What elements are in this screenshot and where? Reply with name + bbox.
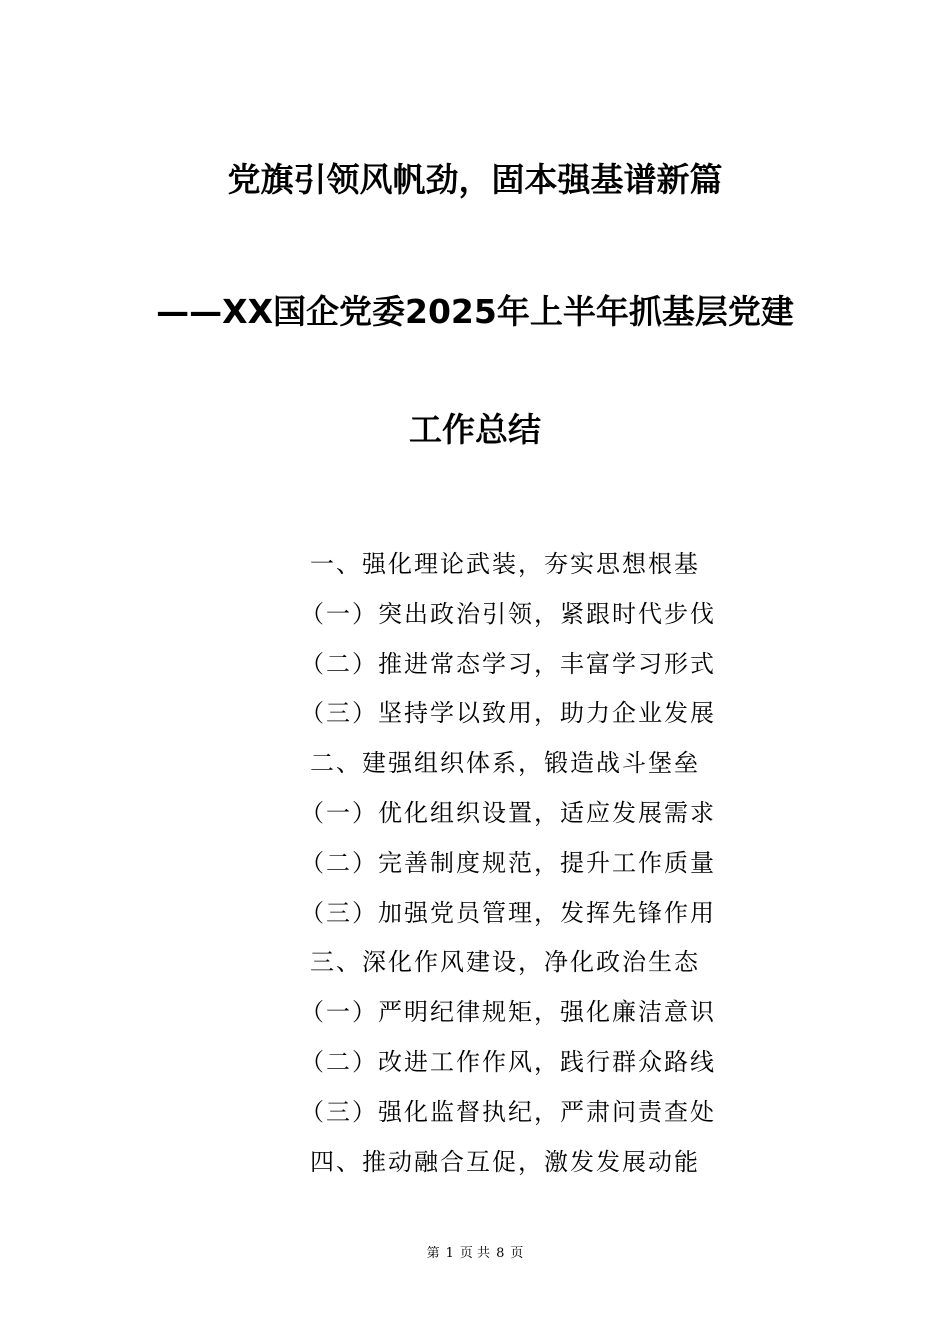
document-subtitle: ——XX国企党委2025年上半年抓基层党建 — [156, 292, 794, 331]
footer-mid: 页 共 — [459, 1246, 491, 1261]
toc-item: 二、建强组织体系，锻造战斗堡垒 — [310, 749, 700, 778]
toc-item: 四、推动融合互促，激发发展动能 — [310, 1147, 700, 1176]
footer-suffix: 页 — [510, 1246, 524, 1261]
table-of-contents — [0, 544, 950, 1191]
footer-prefix: 第 — [426, 1246, 440, 1261]
document-title: 党旗引领风帆劲，固本强基谱新篇 — [227, 160, 723, 199]
page-total: 8 — [496, 1246, 505, 1261]
toc-item: （二）改进工作作风，践行群众路线 — [300, 1047, 716, 1076]
toc-item: （三）强化监督执纪，严肃问责查处 — [300, 1097, 716, 1126]
document-subtitle-continued: 工作总结 — [409, 410, 541, 449]
page-footer — [0, 1245, 950, 1263]
toc-item: 三、深化作风建设，净化政治生态 — [310, 948, 700, 977]
page-number: 1 — [445, 1246, 454, 1261]
toc-item: （三）坚持学以致用，助力企业发展 — [300, 699, 716, 728]
toc-item: （二）推进常态学习，丰富学习形式 — [300, 649, 716, 678]
toc-item: （二）完善制度规范，提升工作质量 — [300, 848, 716, 877]
toc-item: （三）加强党员管理，发挥先锋作用 — [300, 898, 716, 927]
toc-item: （一）突出政治引领，紧跟时代步伐 — [300, 599, 716, 628]
toc-item: （一）严明纪律规矩，强化廉洁意识 — [300, 998, 716, 1027]
toc-item: （一）优化组织设置，适应发展需求 — [300, 798, 716, 827]
toc-item: 一、强化理论武装，夯实思想根基 — [310, 550, 700, 578]
